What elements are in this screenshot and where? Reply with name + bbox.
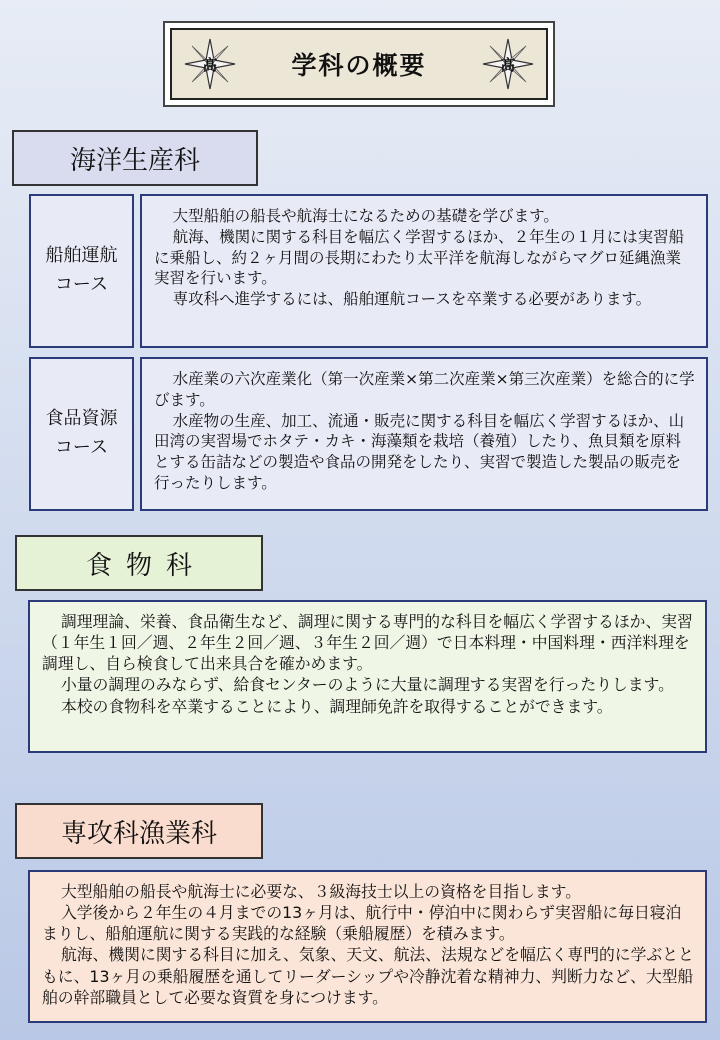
paragraph: 水産物の生産、加工、流通・販売に関する科目を幅広く学習するほか、山田湾の実習場でホタテ・カキ・海藻類を栽培（養殖）したり、魚貝類を原料とする缶詰などの製造や食品の開発をしたり、実習で製造した製品の販売を行ったりします。 [154,411,685,492]
title-banner [163,21,555,107]
course-label-shokuhin [29,357,134,511]
course-label-senpaku [29,194,134,348]
emblem-char: 髙 [202,55,218,74]
course-label-line: 食品資源 [45,408,118,430]
section-body-senko [28,870,707,1023]
course-label-line: 船舶運航 [45,245,118,267]
title-banner-inner [170,28,548,100]
paragraph: 航海、機関に関する科目を幅広く学習するほか、２年生の１月には実習船に乗船し、約２ヶ月間の長期にわたり太平洋を航海しながらマグロ延縄漁業実習を行います。 [154,227,685,288]
section-heading-shokumotsu: 食物科 [15,535,263,591]
section-heading-senko: 専攻科漁業科 [15,803,263,859]
paragraph: 大型船舶の船長や航海士に必要な、３級海技士以上の資格を目指します。 [60,882,581,901]
course-description-senpaku [140,194,708,348]
course-description-shokuhin [140,357,708,511]
paragraph: 本校の食物科を卒業することにより、調理師免許を取得することができます。 [60,696,613,716]
paragraph: 航海、機関に関する科目に加え、気象、天文、航法、法規などを幅広く専門的に学ぶとともに、13ヶ月の乗船履歴を通してリーダーシップや冷静沈着な精神力、判断力など、大型船舶の幹部職員として必要な資質を身につけます。 [42,945,694,1007]
section-heading-kaiyo: 海洋生産科 [12,130,258,186]
school-emblem-icon [482,38,534,90]
paragraph: 小量の調理のみならず、給食センターのように大量に調理する実習を行ったりします。 [60,675,674,695]
school-emblem-icon [184,38,236,90]
section-body-shokumotsu [28,600,707,753]
course-label-line: コース [54,437,109,458]
paragraph: 調理理論、栄養、食品衛生など、調理に関する専門的な科目を幅広く学習するほか、実習（１年生１回／週、２年生２回／週、３年生２回／週）で日本料理・中国料理・西洋料理を調理し、自ら検食して出来具合を確かめます。 [42,612,693,674]
emblem-char: 髙 [500,55,516,74]
course-label-line: コース [54,274,109,295]
paragraph: 入学後から２年生の４月までの13ヶ月は、航行中・停泊中に関わらず実習船に毎日寝泊まりし、船舶運航に関する実践的な経験（乗船履歴）を積みます。 [42,903,682,944]
page-title: 学科の概要 [291,51,427,80]
paragraph: 大型船舶の船長や航海士になるための基礎を学びます。 [172,207,559,225]
paragraph: 水産業の六次産業化（第一次産業×第二次産業×第三次産業）を総合的に学びます。 [154,370,695,409]
paragraph: 専攻科へ進学するには、船舶運航コースを卒業する必要があります。 [172,290,652,309]
